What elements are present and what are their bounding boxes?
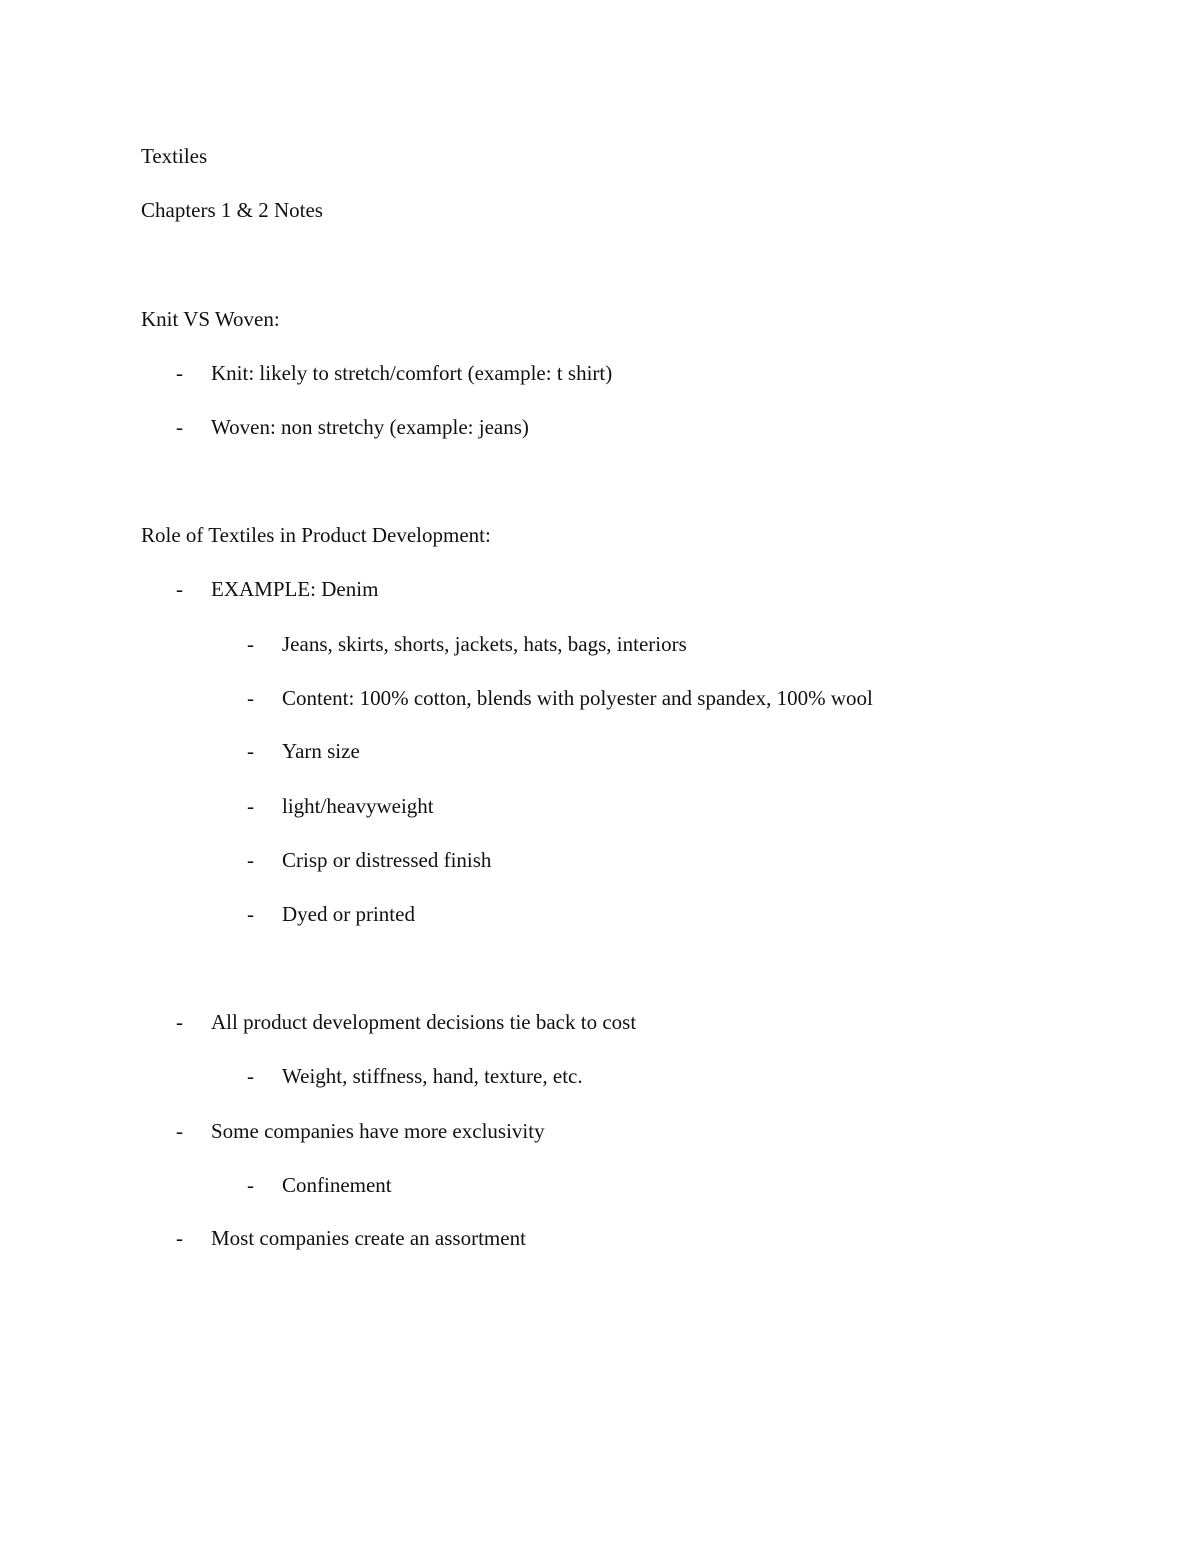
sub-list-item-text: Content: 100% cotton, blends with polyester and spandex, 100% wool: [282, 686, 873, 710]
document-subtitle: Chapters 1 & 2 Notes: [141, 198, 323, 222]
sub-list-item-text: Confinement: [282, 1173, 392, 1197]
bullet-dash: -: [247, 794, 254, 818]
list-item-text: Knit: likely to stretch/comfort (example: t shirt): [211, 361, 613, 385]
bullet-dash: -: [247, 686, 254, 710]
bullet-dash: -: [176, 577, 183, 601]
bullet-dash: -: [176, 361, 183, 385]
sub-list-item-text: Yarn size: [282, 739, 360, 763]
bullet-dash: -: [247, 1064, 254, 1088]
list-item-text: Some companies have more exclusivity: [211, 1119, 545, 1143]
bullet-dash: -: [247, 739, 254, 763]
section-heading-role-of-textiles: Role of Textiles in Product Development:: [141, 523, 491, 547]
sub-list-item-text: light/heavyweight: [282, 794, 434, 818]
list-item-text: Most companies create an assortment: [211, 1226, 526, 1250]
bullet-dash: -: [247, 1173, 254, 1197]
bullet-dash: -: [176, 1119, 183, 1143]
list-item-text: Woven: non stretchy (example: jeans): [211, 415, 529, 439]
document-title: Textiles: [141, 144, 208, 168]
list-item-text: EXAMPLE: Denim: [211, 577, 379, 601]
sub-list-item-text: Crisp or distressed finish: [282, 848, 492, 872]
sub-list-item-text: Jeans, skirts, shorts, jackets, hats, bags, interiors: [282, 632, 687, 656]
sub-list-item-text: Dyed or printed: [282, 902, 415, 926]
bullet-dash: -: [176, 1226, 183, 1250]
bullet-dash: -: [176, 1010, 183, 1034]
section-heading-knit-vs-woven: Knit VS Woven:: [141, 307, 280, 331]
bullet-dash: -: [247, 632, 254, 656]
bullet-dash: -: [247, 902, 254, 926]
bullet-dash: -: [176, 415, 183, 439]
sub-list-item-text: Weight, stiffness, hand, texture, etc.: [282, 1064, 583, 1088]
bullet-dash: -: [247, 848, 254, 872]
list-item-text: All product development decisions tie back to cost: [211, 1010, 637, 1034]
